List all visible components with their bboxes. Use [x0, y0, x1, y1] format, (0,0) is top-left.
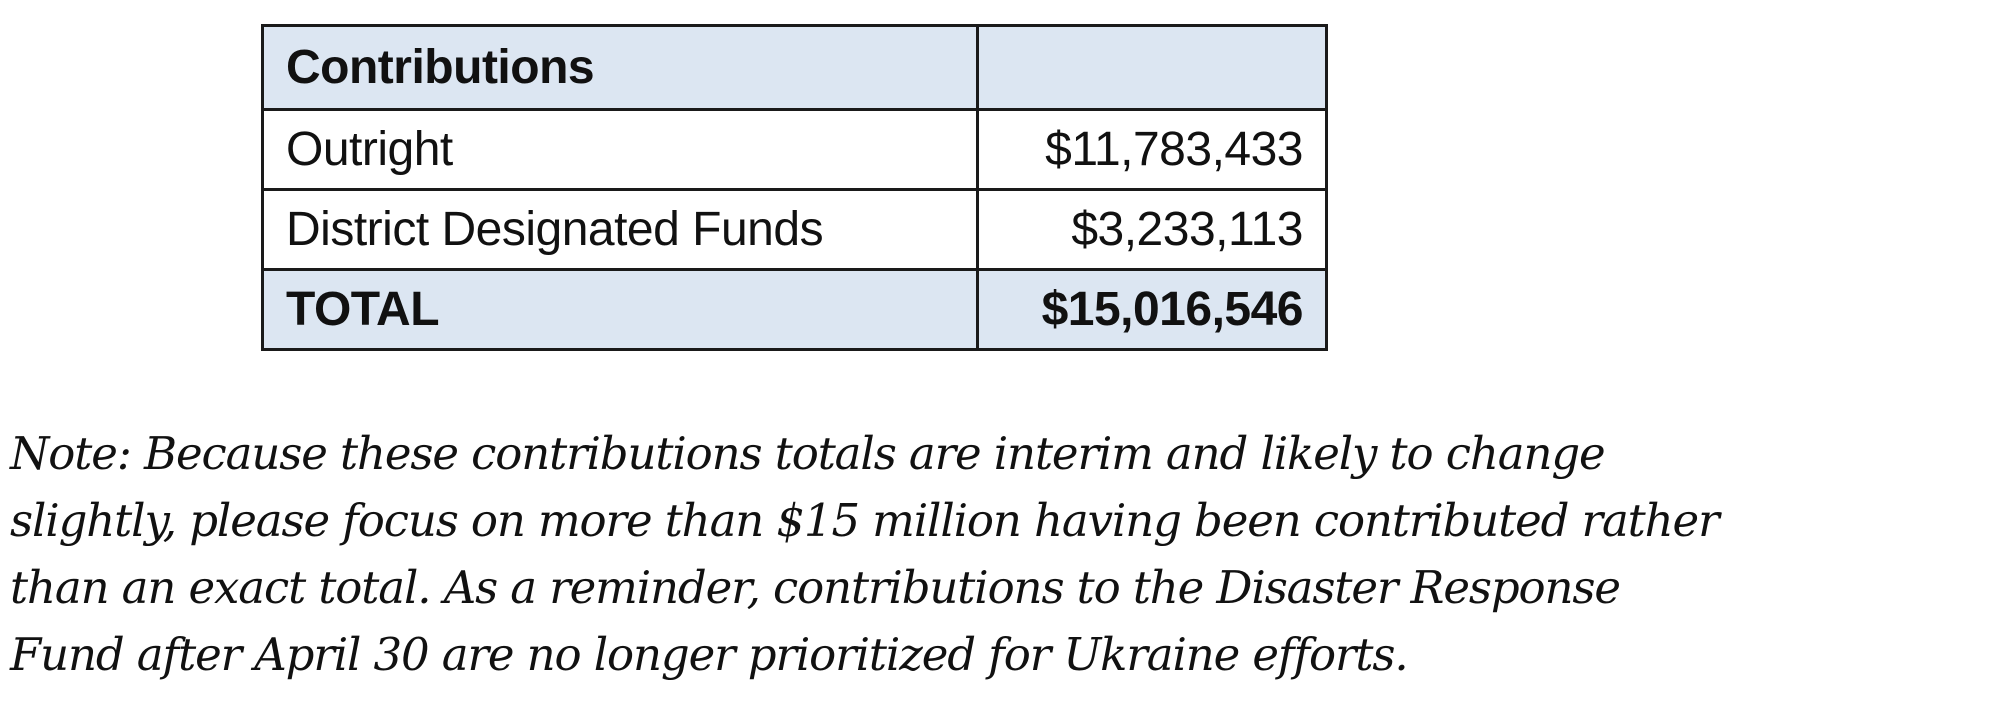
note-line: than an exact total. As a reminder, contributions to the Disaster Response	[10, 561, 1620, 614]
header-label-cell: Contributions	[263, 26, 978, 110]
row-label-cell: District Designated Funds	[263, 190, 978, 270]
note-line: Fund after April 30 are no longer prioritized for Ukraine efforts.	[10, 628, 1408, 681]
row-amount-cell: $11,783,433	[978, 110, 1327, 190]
table-row	[263, 190, 1327, 270]
total-amount-cell: $15,016,546	[978, 270, 1327, 350]
table-total-row	[263, 270, 1327, 350]
note-paragraph	[10, 420, 1985, 688]
row-label-cell: Outright	[263, 110, 978, 190]
note-line: slightly, please focus on more than $15 million having been contributed rather	[10, 494, 1719, 547]
total-label-cell: TOTAL	[263, 270, 978, 350]
table-row	[263, 110, 1327, 190]
contributions-table-container	[261, 24, 1325, 348]
contributions-table	[261, 24, 1328, 351]
header-amount-cell	[978, 26, 1327, 110]
table-header-row	[263, 26, 1327, 110]
note-line: Note: Because these contributions totals are interim and likely to change	[10, 427, 1605, 480]
row-amount-cell: $3,233,113	[978, 190, 1327, 270]
